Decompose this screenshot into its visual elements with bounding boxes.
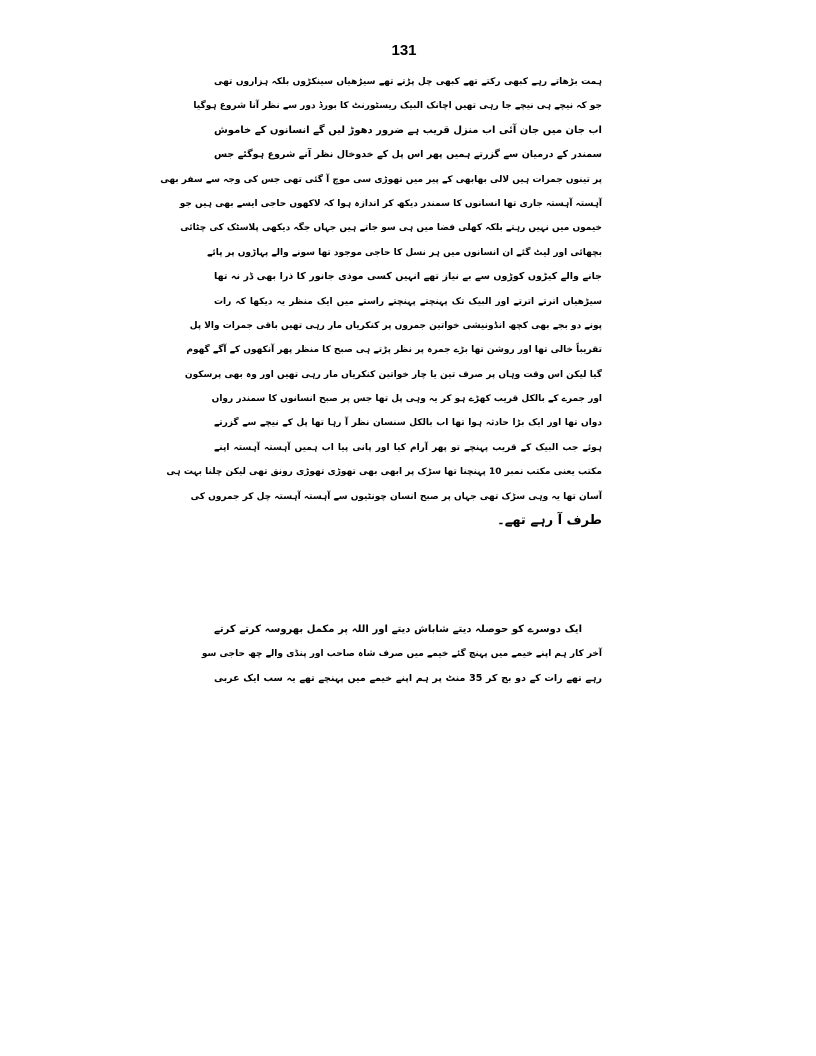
text-line: دواں تھا اور ایک بڑا حادثہ ہوا تھا اب بالکل سنسان نظر آ رہا تھا پل کے نیچے سے گزرتے <box>214 418 602 429</box>
text-line: پونے دو بجے بھی کچھ انڈونیشی خواتین جمروں پر کنکریاں مار رہی تھیں باقی جمرات والا پل <box>189 320 602 331</box>
text-line: سمندر کے درمیان سے گزرتے ہمیں پھر اس پل کے خدوخال نظر آنے شروع ہوگئے جس <box>214 149 602 161</box>
text-line: خیموں میں نہیں رہتے بلکہ کھلی فضا میں ہی سو جاتے ہیں جہاں جگہ دیکھی پلاسٹک کی چٹائی <box>180 223 602 234</box>
text-line: رہے تھے رات کے دو بج کر 35 منٹ پر ہم اپنے خیمے میں پہنچے تھے یہ سب ایک عربی <box>214 672 602 684</box>
paragraph-2 <box>201 618 602 691</box>
text-line: سیڑھیاں اترتے اترتے اور البیک تک پہنچتے پہنچتے راستے میں ایک منظر یہ دیکھا کہ رات <box>214 296 602 307</box>
text-line: آہستہ آہستہ جاری تھا انسانوں کا سمندر دیکھ کر اندازہ ہوا کہ لاکھوں حاجی ایسے بھی ہیں جو <box>179 198 602 209</box>
text-line: تقریباً خالی تھا اور روشن تھا بڑے جمرہ پر نظر پڑتے ہی صبح کا منظر پھر آنکھوں کے آگے گھوم <box>186 345 602 356</box>
text-line: پر تینوں جمرات ہیں لالی بھابھی کے پیر میں تھوڑی سی موچ آ گئی تھی جس کی وجہ سے سفر بھی <box>160 174 602 185</box>
text-line: ہمت بڑھاتے رہے کبھی رکتے تھے کبھی چل پڑتے تھے سیڑھیاں سینکڑوں بلکہ ہزاروں تھی <box>214 77 602 87</box>
text-line: ہوئے جب البیک کے قریب پہنچے تو پھر آرام کیا اور پانی پیا اب ہمیں آہستہ آہستہ اپنے <box>214 442 602 453</box>
text-line: طرف آ رہے تھے۔ <box>497 513 602 529</box>
text-line: مکتب یعنی مکتب نمبر 10 پہنچنا تھا سڑک پر ابھی بھی تھوڑی تھوڑی رونق تھی لیکن چلنا بہت ہی <box>166 467 602 478</box>
text-line: اب جان میں جان آئی اب منزل قریب ہے ضرور دھوڑ لیں گے انسانوں کے خاموش <box>214 124 602 136</box>
text-line: آخر کار ہم اپنے خیمے میں پہنچ گئے خیمے میں صرف شاہ صاحب اور پنڈی والے چھ حاجی سو <box>201 649 602 660</box>
text-line: گیا لیکن اس وقت وہاں پر صرف تین یا چار خواتین کنکریاں مار رہی تھیں اور وہ بھی پرسکون <box>184 369 602 380</box>
page-number: 131 <box>391 42 417 59</box>
text-line: آسان تھا یہ وہی سڑک تھی جہاں پر صبح انسان چونٹیوں سے آہستہ آہستہ چل کر جمروں کی <box>190 491 602 502</box>
paragraph-1 <box>160 70 602 533</box>
text-line: جانے والے کیڑوں کوڑوں سے بے نیاز تھے انہیں کسی موذی جانور کا ذرا بھی ڈر نہ تھا <box>214 271 602 283</box>
text-line: ایک دوسرے کو حوصلہ دیتے شاباش دیتے اور اللہ پر مکمل بھروسہ کرتے کرتے <box>214 624 582 635</box>
text-line: اور جمرے کے بالکل قریب کھڑے ہو کر یہ وہی پل تھا جس پر صبح انسانوں کا سمندر رواں <box>211 394 602 405</box>
text-line: بچھائی اور لیٹ گئے ان انسانوں میں ہر نسل کا حاجی موجود تھا سونے والے پہاڑوں پر پائے <box>207 247 602 258</box>
text-line: جو کہ نیچے ہی نیچے جا رہی تھیں اچانک البیک ریسٹورنٹ کا بورڈ دور سے نظر آنا شروع ہوگیا <box>193 101 602 112</box>
